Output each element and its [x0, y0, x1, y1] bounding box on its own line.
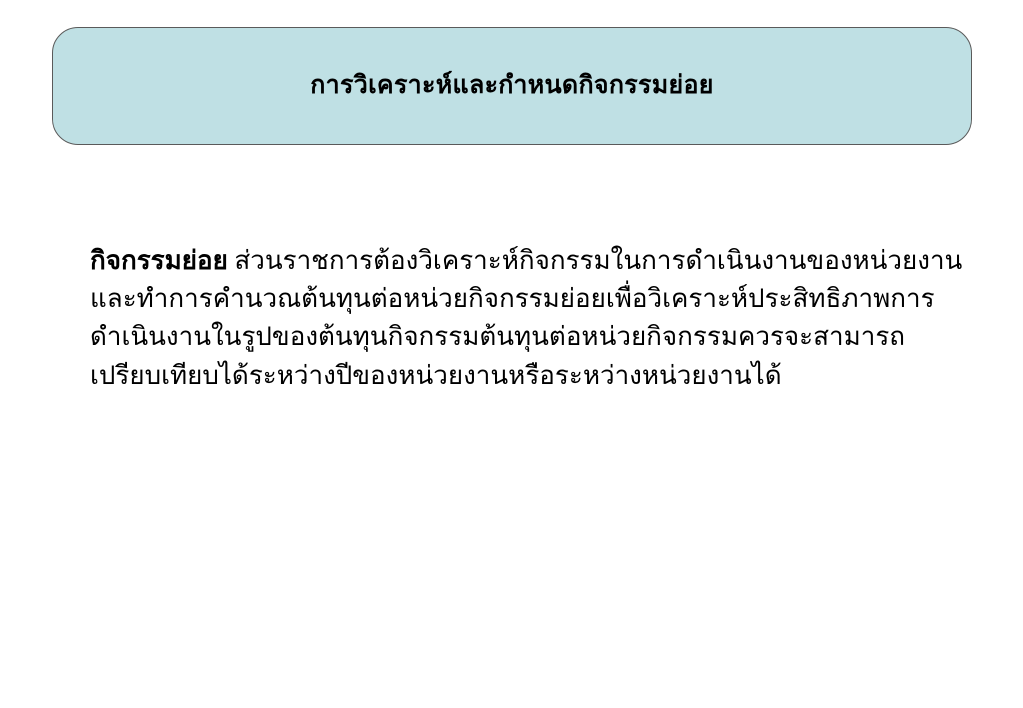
slide-title-box [52, 27, 972, 145]
body-paragraph [90, 242, 976, 395]
body-text: ส่วนราชการต้องวิเคราะห์กิจกรรมในการดำเนินงานของหน่วยงาน และทำการคำนวณต้นทุนต่อหน่วยกิจกรรมย่อยเพื่อวิเคราะห์ประสิทธิภาพการดำเนินงานในรูปของต้นทุนกิจกรรมต้นทุนต่อหน่วยกิจกรรมควรจะสามารถเปรียบเทียบได้ระหว่างปีของหน่วยงานหรือระหว่างหน่วยงานได้ [90, 246, 963, 390]
body-lead-term: กิจกรรมย่อย [90, 246, 228, 275]
page-title: การวิเคราะห์และกำหนดกิจกรรมย่อย [310, 71, 714, 99]
slide-body [90, 242, 976, 395]
